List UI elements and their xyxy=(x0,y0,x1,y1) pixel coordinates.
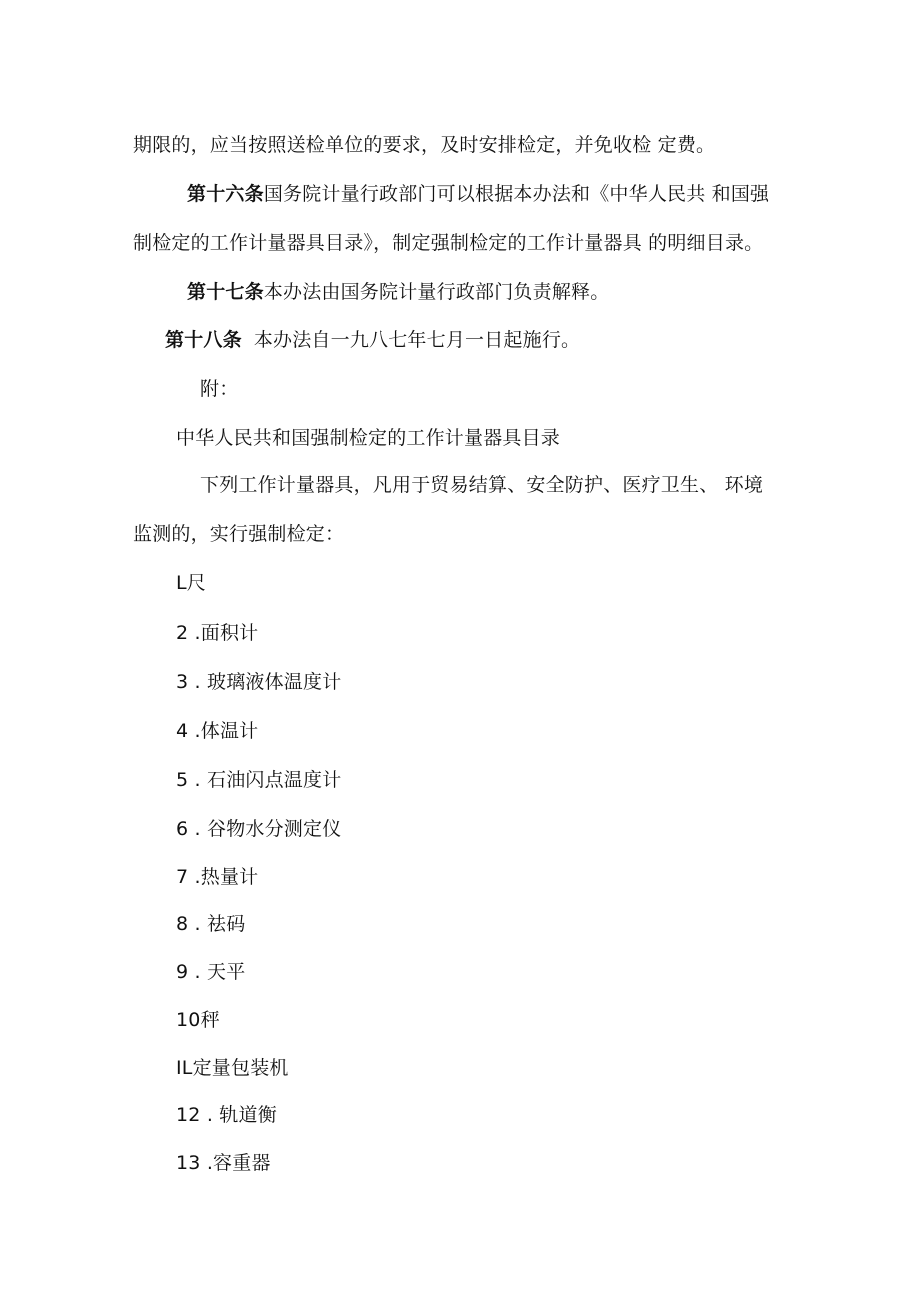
list-item: IL定量包装机 xyxy=(176,1057,289,1079)
article-16-label: 第十六条 xyxy=(187,183,264,205)
list-item: 8 . 祛码 xyxy=(176,913,246,935)
list-item: 4 .体温计 xyxy=(176,720,259,742)
intro-line-2: 监测的，实行强制检定： xyxy=(133,523,345,545)
article-17-text: 本办法由国务院计量行政部门负责解释。 xyxy=(263,281,610,303)
list-item: 3 . 玻璃液体温度计 xyxy=(176,671,342,693)
paragraph-text: 期限的，应当按照送检单位的要求，及时安排检定，并免收检 定费。 xyxy=(133,134,716,156)
list-item: 12 . 轨道衡 xyxy=(176,1104,277,1126)
list-item: 5 . 石油闪点温度计 xyxy=(176,769,342,791)
appendix-label: 附： xyxy=(200,378,239,400)
list-item: 10秤 xyxy=(176,1009,220,1031)
article-16-line-1 xyxy=(187,181,769,207)
article-16-line-2 xyxy=(133,230,763,256)
article-17-label: 第十七条 xyxy=(187,281,264,303)
list-item: 2 .面积计 xyxy=(176,622,259,644)
article-18-text: 本办法自一九八七年七月一日起施行。 xyxy=(253,329,581,351)
article-16-text-cont: 制检定的工作计量器具目录》，制定强制检定的工作计量器具 的明细目录。 xyxy=(133,232,764,254)
catalog-title: 中华人民共和国强制检定的工作计量器具目录 xyxy=(176,427,561,449)
article-18 xyxy=(165,327,580,353)
article-18-label: 第十八条 xyxy=(165,329,242,351)
list-item: 7 .热量计 xyxy=(176,866,259,888)
list-item: 13 .容重器 xyxy=(176,1152,271,1174)
list-item: 9 . 天平 xyxy=(176,961,246,983)
paragraph-line xyxy=(133,132,715,158)
article-17 xyxy=(187,279,609,305)
article-16-text: 国务院计量行政部门可以根据本办法和《中华人民共 和国强 xyxy=(263,183,770,205)
list-item: 6 . 谷物水分测定仪 xyxy=(176,818,342,840)
list-item: L尺 xyxy=(176,572,206,594)
intro-line-1: 下列工作计量器具，凡用于贸易结算、安全防护、医疗卫生、 环境 xyxy=(200,474,764,496)
